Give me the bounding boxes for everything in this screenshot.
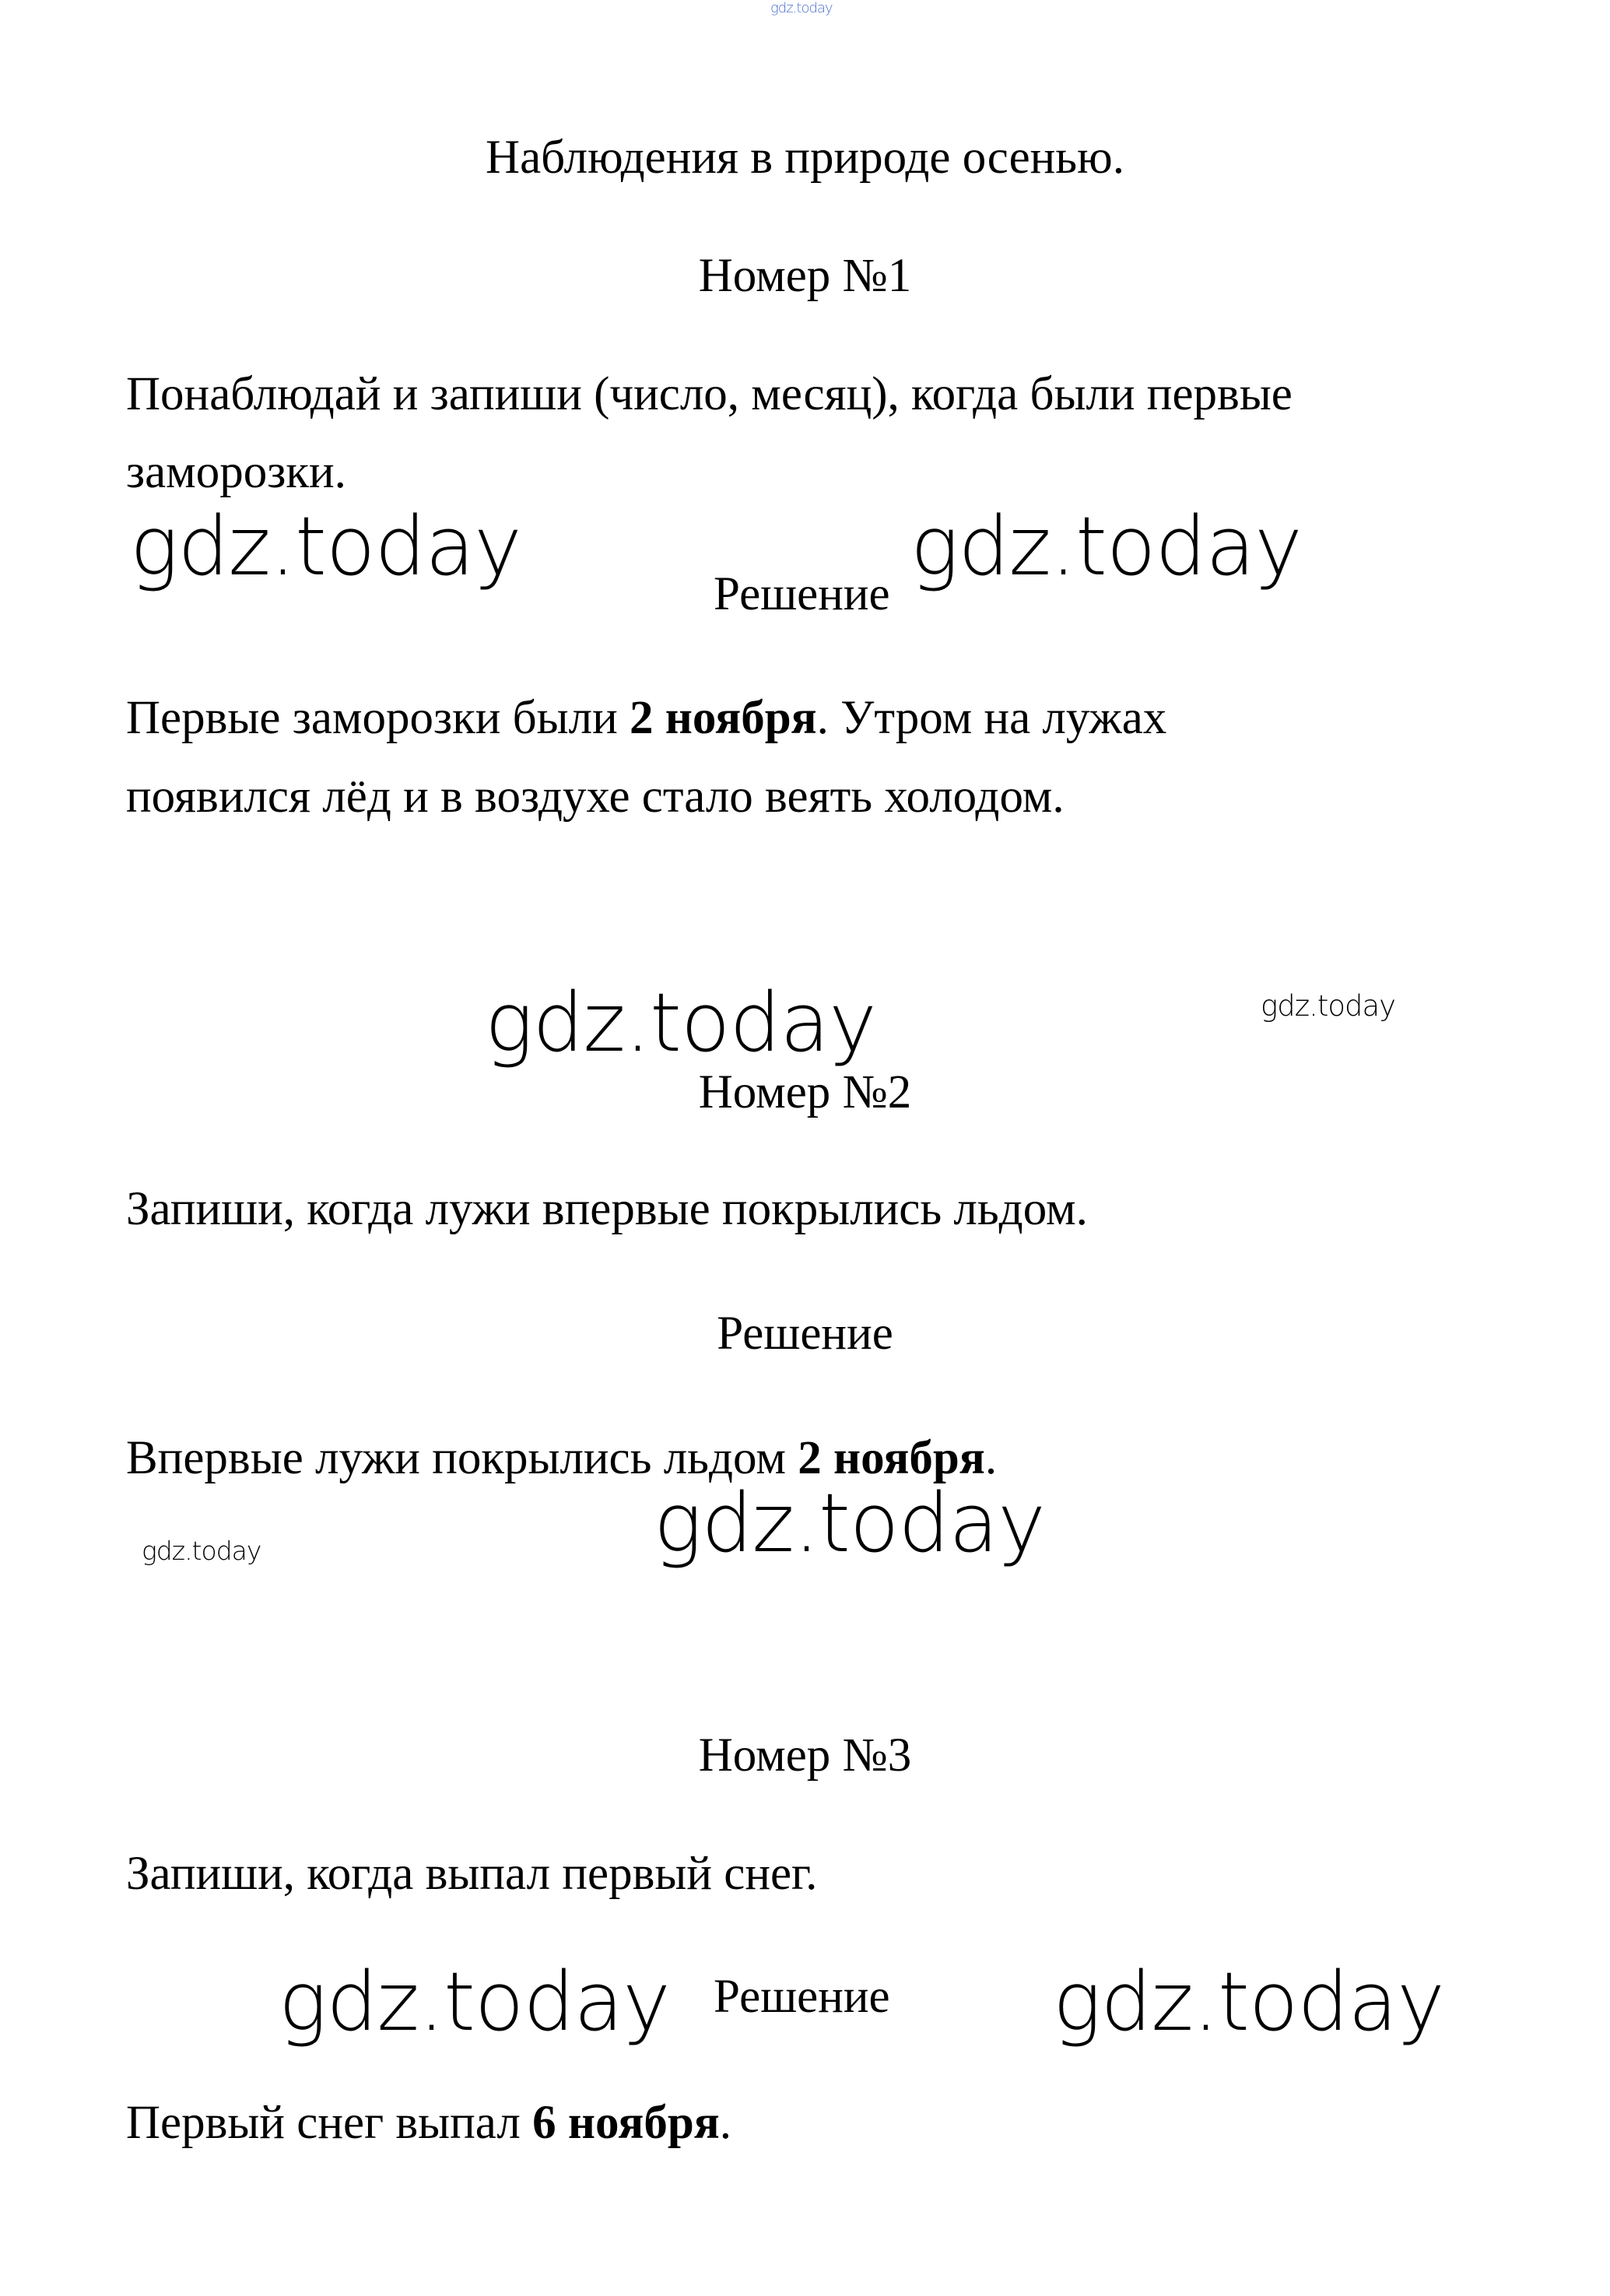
answer-text: . (984, 1432, 998, 1484)
section-3-heading: Номер №3 (698, 1729, 912, 1782)
section-3-answer-line-1 (126, 2099, 731, 2147)
section-1-answer-line-1 (126, 694, 1166, 742)
watermark: gdz.today (485, 975, 876, 1070)
watermark: gdz.today (130, 499, 521, 594)
section-1-answer-line-2: появился лёд и в воздухе стало веять холодом. (126, 771, 1065, 823)
watermark: gdz.today (142, 1536, 261, 1566)
answer-text: Первые заморозки были (126, 692, 630, 744)
section-1-task-line-1: Понаблюдай и запиши (число, месяц), когда были первые (126, 368, 1293, 420)
section-2-heading: Номер №2 (698, 1066, 912, 1118)
section-3-solution-label: Решение (714, 1971, 890, 2023)
watermark: gdz.today (1261, 989, 1396, 1023)
section-1-task-line-2: заморозки. (126, 446, 346, 498)
answer-text: . (719, 2097, 732, 2149)
watermark-top: gdz.today (770, 0, 833, 16)
answer-text: Впервые лужи покрылись льдом (126, 1432, 798, 1484)
watermark: gdz.today (654, 1476, 1045, 1571)
watermark: gdz.today (1053, 1954, 1444, 2049)
section-2-solution-label: Решение (717, 1308, 893, 1360)
section-2-answer-line-1 (126, 1434, 997, 1482)
section-1-heading: Номер №1 (698, 250, 912, 302)
page-title: Наблюдения в природе осенью. (486, 132, 1124, 184)
answer-date: 2 ноября (798, 1432, 985, 1484)
watermark: gdz.today (910, 499, 1302, 594)
watermark: gdz.today (279, 1954, 670, 2049)
section-1-solution-label: Решение (714, 568, 890, 620)
answer-text: . Утром на лужах (816, 692, 1167, 744)
answer-text: Первый снег выпал (126, 2097, 533, 2149)
answer-date: 2 ноября (630, 692, 817, 744)
section-2-task-line-1: Запиши, когда лужи впервые покрылись льдом. (126, 1183, 1088, 1235)
section-3-task-line-1: Запиши, когда выпал первый снег. (126, 1848, 818, 1900)
answer-date: 6 ноября (532, 2097, 720, 2149)
